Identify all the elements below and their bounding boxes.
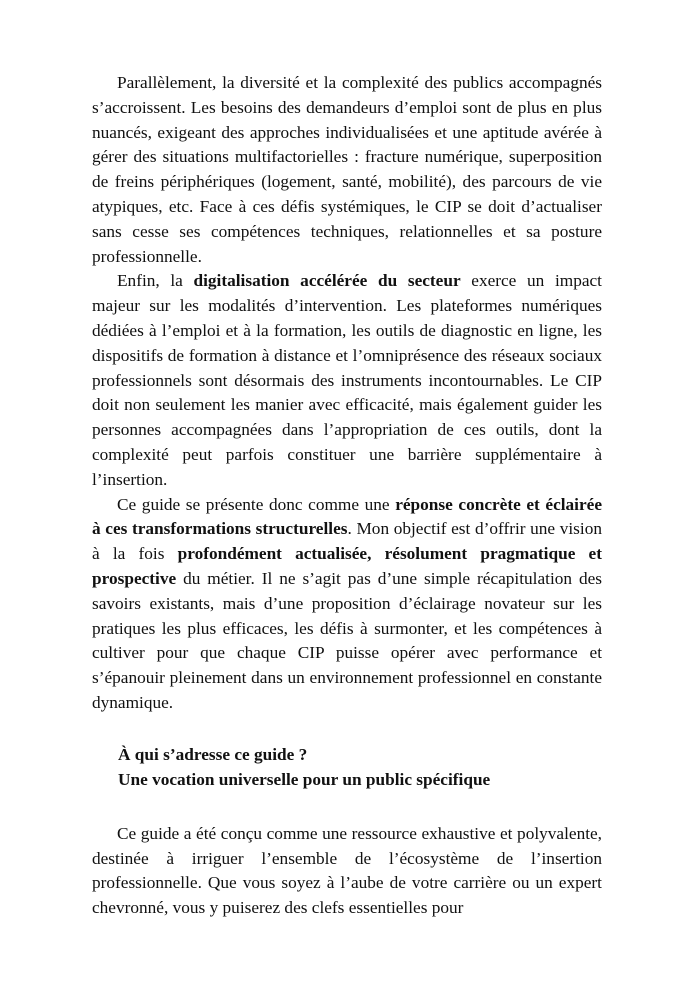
body-text: exerce un impact majeur sur les modalités d’intervention. Les plateformes numériques dédiées à l’emploi et à la formation, les outils de diagnostic en ligne, les dispositifs de formation à distance et l’omniprésence des réseaux sociaux professionnels sont désormais des instruments incontournables. Le CIP doit non seulement les manier avec efficacité, mais également guider les personnes accompagnées dans l’appropriation de ces outils, dont la complexité peut parfois constituer une barrière supplémentaire à l’insertion. — [92, 271, 602, 489]
body-text: Ce guide a été conçu comme une ressource exhaustive et polyvalente, destinée à irriguer l’ensemble de l’écosystème de l’insertion professionnelle. Que vous soyez à l’aube de votre carrière ou un expert chevronné, vous y puiserez des clefs essentielles pour — [92, 823, 602, 918]
document-page — [92, 71, 602, 921]
section-heading-subtitle: Une vocation universelle pour un public spécifique — [118, 769, 491, 789]
body-text: . Mon objectif est d’offrir une vision à la fois — [92, 519, 602, 564]
section-heading-question: À qui s’adresse ce guide ? — [118, 744, 308, 764]
emphasized-text: réponse concrète et éclairée à ces transformations structurelles — [92, 494, 602, 539]
body-text: Ce guide se présente donc comme une — [117, 494, 396, 514]
paragraph-audience — [92, 822, 602, 921]
section-heading — [92, 742, 602, 792]
paragraph-digitalisation — [92, 269, 602, 492]
body-text: Parallèlement, la diversité et la complexité des publics accompagnés s’accroissent. Les besoins des demandeurs d’emploi sont de plus en plus nuancés, exigeant des approches individualisées et une aptitude avérée à gérer des situations multifactorielles : fracture numérique, superposition de freins périphériques (logement, santé, mobilité), des parcours de vie atypiques, etc. Face à ces défis systémiques, le CIP se doit d’actualiser sans cesse ses compétences techniques, relationnelles et sa posture professionnelle. — [92, 73, 602, 266]
emphasized-text: digitalisation accélérée du secteur — [193, 271, 461, 291]
body-text: Enfin, la — [117, 271, 194, 291]
body-text: du métier. Il ne s’agit pas d’une simple récapitulation des savoirs existants, mais d’une proposition d’éclairage novateur sur les pratiques les plus efficaces, les défis à surmonter, et les compétences à cultiver pour que chaque CIP puisse opérer avec performance et s’épanouir pleinement dans un environnement professionnel en constante dynamique. — [92, 568, 602, 712]
emphasized-text: profondément actualisée, résolument pragmatique et prospective — [92, 544, 602, 588]
paragraph-guide-purpose — [92, 493, 602, 716]
paragraph-public-diversity — [92, 71, 602, 269]
